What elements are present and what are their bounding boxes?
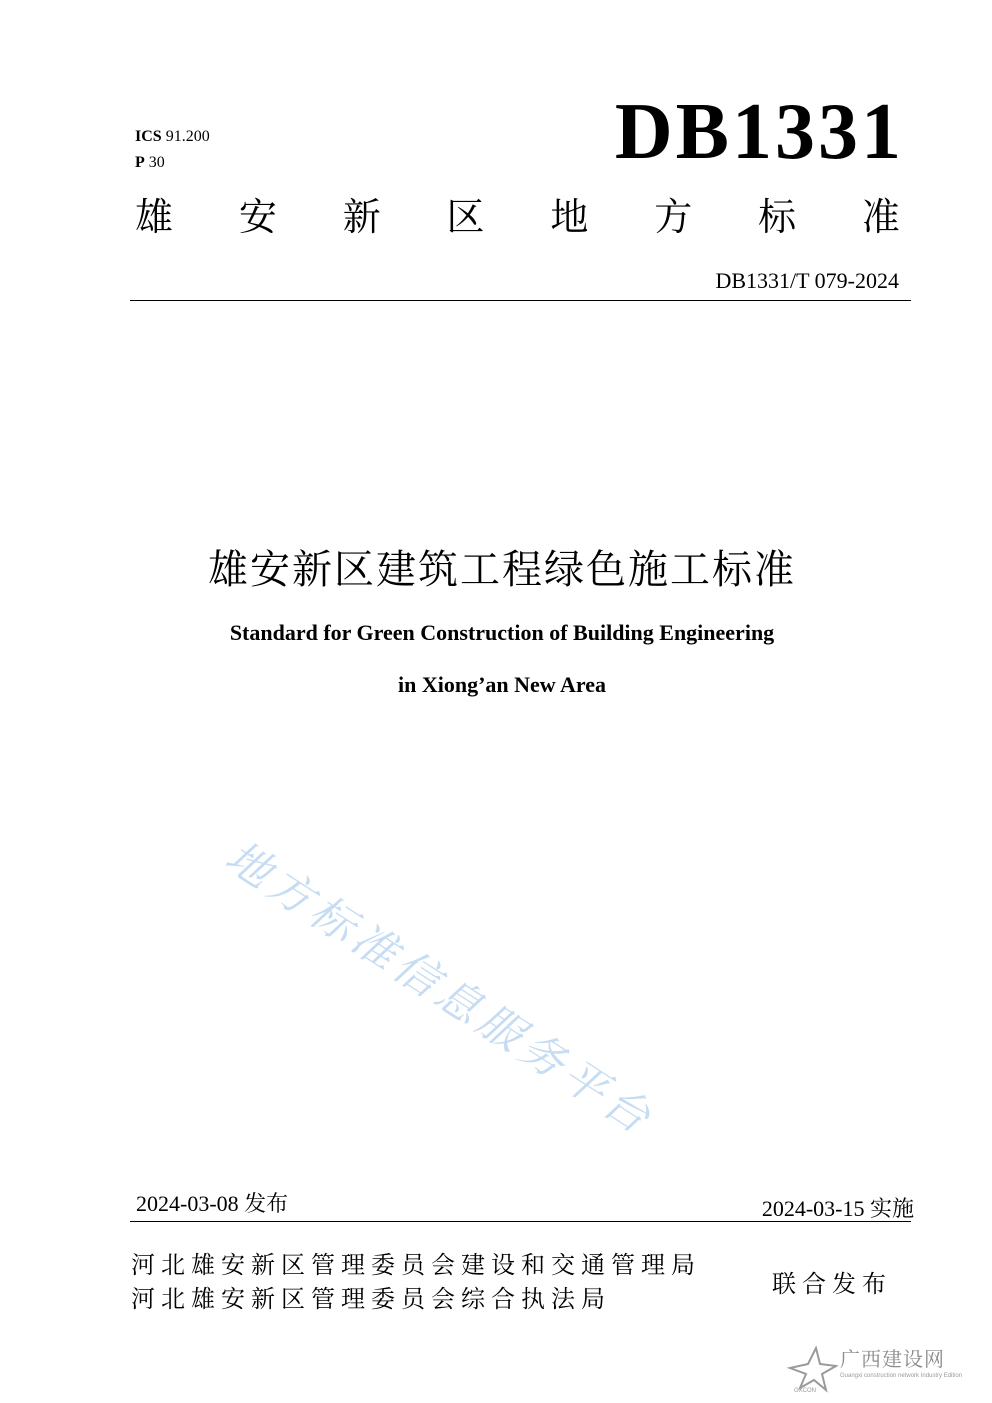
category-char: 区 [446,195,485,239]
category-char: 准 [861,195,900,239]
category-char: 安 [238,195,277,239]
watermark: 地方标准信息服务平台 [216,831,664,1147]
ics-value: 91.200 [165,128,210,145]
classification-codes [135,124,210,176]
category-char: 雄 [135,195,174,239]
top-divider [130,300,911,301]
title-chinese: 雄安新区建筑工程绿色施工标准 [208,547,796,593]
standard-number: DB1331/T 079-2024 [715,268,899,293]
category-char: 标 [758,195,797,239]
ccs-value: 30 [148,154,165,171]
issuer-2: 河北雄安新区管理委员会综合执法局 [131,1285,611,1313]
issuer-1: 河北雄安新区管理委员会建设和交通管理局 [131,1251,701,1279]
ics-code [135,124,210,150]
ccs-code [135,150,210,176]
standard-category [135,192,900,242]
star-logo-icon [786,1346,838,1394]
publish-date: 2024-03-08 发布 [136,1191,289,1216]
title-english-line2: in Xiong’an New Area [398,672,606,697]
category-char: 方 [654,195,693,239]
ics-label: ICS [135,128,162,145]
logo-name: 广西建设网 [840,1347,945,1371]
logo-subtitle: Guangxi construction network Industry Edition [840,1373,963,1379]
title-english-line1: Standard for Green Construction of Building Engineering [229,620,775,645]
category-char: 新 [342,195,381,239]
db-code: DB1331 [614,88,904,176]
site-logo [786,1346,962,1394]
issuing-authorities [131,1248,701,1316]
logo-mark-text: GXCON [794,1388,817,1394]
joint-publish-label: 联合发布 [772,1270,892,1298]
category-char: 地 [550,195,589,239]
ccs-label: P [135,154,145,171]
bottom-divider [130,1221,911,1222]
effective-date: 2024-03-15 实施 [761,1196,914,1221]
